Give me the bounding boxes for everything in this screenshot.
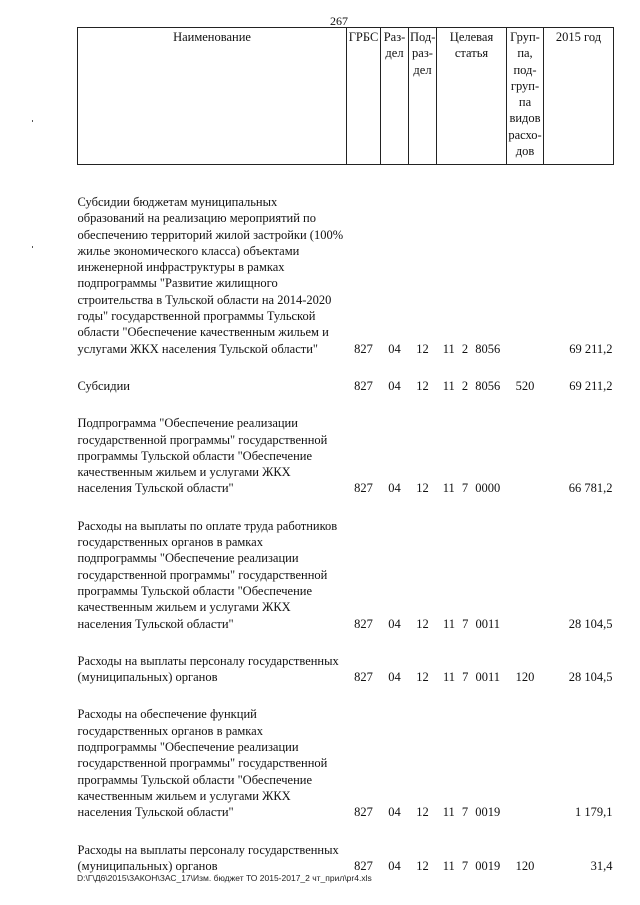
row-podrazdel: 12 <box>416 805 429 820</box>
footer-file-path: D:\Г\Д6\2015\ЗАКОН\ЗАС_17\Изм. бюджет ТО 2015-2017_2 чт_прил\pr4.xls <box>77 873 372 883</box>
row-celevaya: 11 2 8056 <box>442 341 501 356</box>
row-gruppa <box>507 194 544 357</box>
row-celevaya: 11 7 0019 <box>442 805 501 820</box>
row-grbs: 827 <box>354 805 373 820</box>
header-name: Наименование <box>78 28 347 165</box>
row-name: Подпрограмма "Обеспечение реализации государственной программы" государственной программы Тульской области "Обеспечение качественным жильем и услугами ЖКХ населения Тульской области" <box>77 416 328 496</box>
row-podrazdel: 12 <box>416 670 429 685</box>
header-year: 2015 год <box>544 28 614 165</box>
row-name: Субсидии <box>77 378 130 393</box>
header-podrazdel: Под- раз- дел <box>409 28 437 165</box>
row-gruppa <box>507 706 544 820</box>
row-razdel: 04 <box>388 481 401 496</box>
row-razdel: 04 <box>388 670 401 685</box>
row-razdel: 04 <box>388 616 401 631</box>
row-celevaya: 11 2 8056 <box>442 378 501 393</box>
row-razdel: 04 <box>388 341 401 356</box>
table-row <box>78 706 614 820</box>
table-row <box>78 842 614 875</box>
row-grbs: 827 <box>354 341 373 356</box>
page-number: 267 <box>330 14 348 28</box>
row-gruppa <box>507 415 544 496</box>
row-sum: 69 211,2 <box>569 341 613 356</box>
row-name: Расходы на выплаты персоналу государственных (муниципальных) органов <box>77 842 339 873</box>
row-celevaya: 11 7 0011 <box>442 670 501 685</box>
row-gruppa: 120 <box>515 858 535 873</box>
table-header <box>78 28 614 165</box>
row-grbs: 827 <box>354 858 373 873</box>
row-sum: 28 104,5 <box>568 670 613 685</box>
row-name: Расходы на выплаты персоналу государственных (муниципальных) органов <box>77 653 339 685</box>
row-grbs: 827 <box>354 378 373 393</box>
row-name: Расходы на обеспечение функций государственных органов в рамках подпрограммы "Обеспечение реализации государственной программы" государственной программы Тульской области "Обеспечение качественным жильем и услугами ЖКХ населения Тульской области" <box>77 707 328 820</box>
row-celevaya: 11 7 0019 <box>442 858 501 873</box>
row-sum: 1 179,1 <box>575 805 613 820</box>
row-gruppa <box>507 518 544 632</box>
row-razdel: 04 <box>388 805 401 820</box>
row-grbs: 827 <box>354 481 373 496</box>
margin-mark <box>32 246 33 248</box>
row-sum: 28 104,5 <box>568 616 613 631</box>
table-row <box>78 518 614 632</box>
header-celevaya: Целевая статья <box>437 28 507 165</box>
table-body <box>78 165 614 875</box>
table-row <box>78 415 614 496</box>
row-podrazdel: 12 <box>416 616 429 631</box>
row-razdel: 04 <box>388 858 401 873</box>
row-name: Расходы на выплаты по оплате труда работников государственных органов в рамках подпрограммы "Обеспечение реализации государственной программы" государственной программы Тульской области "Обеспечение качественным жильем и услугами ЖКХ населения Тульской области" <box>77 518 338 631</box>
row-sum: 66 781,2 <box>568 481 613 496</box>
row-podrazdel: 12 <box>416 858 429 873</box>
row-grbs: 827 <box>354 616 373 631</box>
row-celevaya: 11 7 0000 <box>442 481 501 496</box>
row-sum: 31,4 <box>590 858 613 873</box>
header-razdel: Раз- дел <box>381 28 409 165</box>
budget-table <box>77 27 614 874</box>
row-name: Субсидии бюджетам муниципальных образований на реализацию мероприятий по обеспечению территорий жилой застройки (100% жилье экономического класса) объектами инженерной инфраструктуры в рамках подпрограммы "Развитие жилищного строительства в Тульской области на 2014-2020 годы" государственной программы Тульской области "Обеспечение качественным жильем и услугами ЖКХ населения Тульской области" <box>77 195 344 356</box>
header-gruppa: Груп- па, под- груп- па видов расхо- дов <box>507 28 544 165</box>
row-podrazdel: 12 <box>416 341 429 356</box>
row-podrazdel: 12 <box>416 481 429 496</box>
row-sum: 69 211,2 <box>569 378 613 393</box>
header-grbs: ГРБС <box>347 28 381 165</box>
row-gruppa: 120 <box>515 670 535 685</box>
margin-mark <box>32 120 33 122</box>
row-podrazdel: 12 <box>416 378 429 393</box>
table-row <box>78 194 614 357</box>
row-celevaya: 11 7 0011 <box>442 616 501 631</box>
table-row <box>78 378 614 394</box>
table-row <box>78 653 614 686</box>
row-grbs: 827 <box>354 670 373 685</box>
row-gruppa: 520 <box>515 378 535 393</box>
row-razdel: 04 <box>388 378 401 393</box>
